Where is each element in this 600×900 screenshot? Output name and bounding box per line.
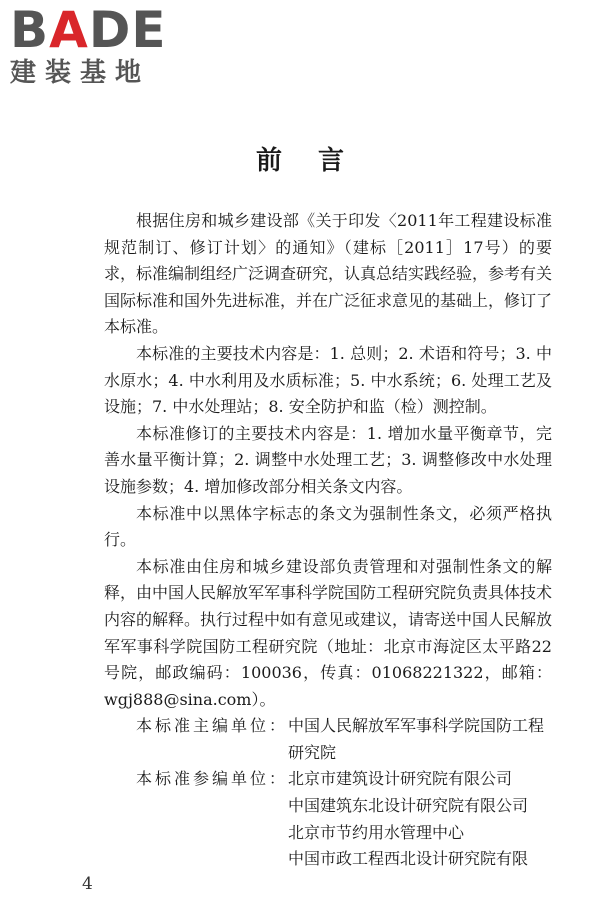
unit-name: 中国建筑东北设计研究院有限公司 (288, 796, 529, 816)
logo-subtitle: 建装基地 (10, 58, 151, 88)
participating-list (288, 766, 552, 872)
page-number: 4 (82, 874, 93, 894)
participating-label: 本标准参编单位： (136, 769, 289, 789)
unit-name: 中国市政工程西北设计研究院有限 (288, 849, 529, 869)
unit-name: 北京市节约用水管理中心 (288, 822, 465, 842)
logo-letter-accent: A (49, 1, 89, 59)
chief-editor-label: 本标准主编单位： (136, 716, 289, 736)
unit-name: 中国人民解放军军事科学院国防工程 (288, 716, 545, 736)
paragraph: 本标准修订的主要技术内容是：1. 增加水量平衡章节，完善水量平衡计算；2. 调整中水处理工艺；3. 调整修改中水处理设施参数；4. 增加修改部分相关条文内容。 (104, 423, 552, 496)
page-title: 前言 (255, 146, 380, 176)
logo (10, 1, 180, 88)
paragraph: 根据住房和城乡建设部《关于印发〈2011年工程建设标准规范制订、修订计划〉的通知》（建标［2011］17号）的要求，标准编制组经广泛调查研究，认真总结实践经验，参考有关国际标准和国外先进标准，并在广泛征求意见的基础上，修订了本标准。 (104, 211, 553, 337)
logo-wordmark (10, 1, 180, 59)
chief-editor-list (288, 713, 552, 766)
logo-letter: B (10, 1, 50, 59)
participating-unit (104, 766, 552, 872)
paragraph: 本标准由住房和城乡建设部负责管理和对强制性条文的解释，由中国人民解放军军事科学院国防工程研究院负责具体技术内容的解释。执行过程中如有意见或建议，请寄送中国人民解放军军事科学院国防工程研究院（地址：北京市海淀区太平路22号院，邮政编码：100036，传真：01068221322，邮箱：wgj888@sina.com）。 (104, 556, 553, 709)
logo-letter: DE (88, 1, 167, 59)
paragraph: 本标准中以黑体字标志的条文为强制性条文，必须严格执行。 (104, 503, 552, 550)
unit-name: 北京市建筑设计研究院有限公司 (288, 769, 513, 789)
document-body (104, 208, 552, 873)
unit-name: 研究院 (288, 742, 337, 762)
chief-editor-unit (104, 713, 552, 766)
paragraph: 本标准的主要技术内容是：1. 总则；2. 术语和符号；3. 中水原水；4. 中水利用及水质标准；5. 中水系统；6. 处理工艺及设施；7. 中水处理站；8. 安全防护和监（检）测控制。 (104, 343, 552, 417)
